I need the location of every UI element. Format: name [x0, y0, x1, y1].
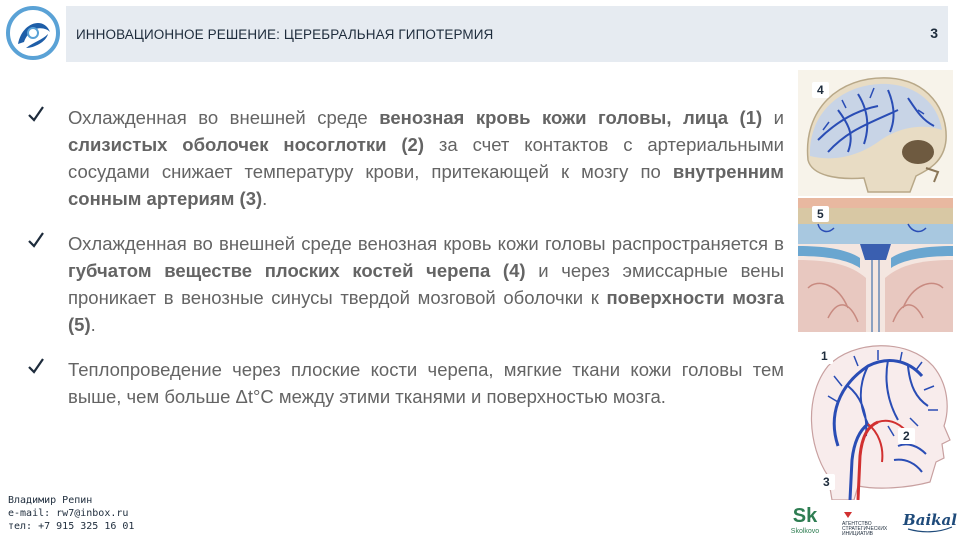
body-text: и через эмиссарные вены проникает в венозные синусы твердой мозговой оболочки к — [68, 260, 784, 308]
checkmark-icon — [28, 232, 44, 248]
skolkovo-mark: Sk — [792, 505, 818, 527]
bullet-item — [28, 230, 784, 338]
body-text: за счет контактов с артериальными сосудами снижает температуру крови, притекающей к мозгу по — [68, 134, 784, 182]
agency-line-1: АГЕНТСТВО — [842, 521, 872, 527]
head-vasculature-illustration — [798, 336, 953, 500]
agency-line-2: СТРАТЕГИЧЕСКИХ — [842, 526, 888, 532]
checkmark-icon — [28, 358, 44, 374]
label-2: 2 — [898, 428, 915, 444]
author-contacts — [8, 494, 134, 533]
emphasis-text: внутренним сонным артериям (3) — [68, 161, 784, 209]
label-4: 4 — [812, 82, 829, 98]
body-text: Охлажденная во внешней среде венозная кровь кожи головы распространяется в — [68, 233, 784, 254]
bullet-text — [68, 356, 784, 410]
body-text: Теплопроведение через плоские кости черепа, мягкие ткани кожи головы тем выше, чем больше Δt°C между этими тканями и поверхностью мозга. — [68, 359, 784, 407]
checkmark-icon — [28, 106, 44, 122]
skull-illustration — [798, 70, 953, 196]
emphasis-text: губчатом веществе плоских костей черепа (4) — [68, 260, 526, 281]
body-text: Охлажденная во внешней среде — [68, 107, 380, 128]
emphasis-text: слизистых оболочек носоглотки (2) — [68, 134, 425, 155]
bullet-item — [28, 356, 784, 410]
body-text: . — [262, 188, 268, 209]
company-logo — [4, 4, 62, 62]
agency-logo — [840, 508, 896, 536]
header-bar — [66, 6, 948, 62]
author-name: Владимир Репин — [8, 495, 93, 506]
label-1: 1 — [816, 348, 833, 364]
skolkovo-name: Skolkovo — [790, 528, 820, 535]
body-text: и — [762, 107, 785, 128]
emphasis-text: поверхности мозга (5) — [68, 287, 784, 335]
label-3: 3 — [818, 474, 835, 490]
page-number: 3 — [930, 25, 938, 41]
body-text: . — [90, 314, 96, 335]
bullet-list — [28, 104, 784, 428]
slide-title: ИННОВАЦИОННОЕ РЕШЕНИЕ: ЦЕРЕБРАЛЬНАЯ ГИПОТЕРМИЯ — [76, 27, 494, 42]
label-5: 5 — [812, 206, 829, 222]
bullet-text — [68, 230, 784, 338]
bullet-text — [68, 104, 784, 212]
bullet-item — [28, 104, 784, 212]
baikal-wordmark: Baikal — [903, 511, 957, 529]
author-email: e-mail: rw7@inbox.ru — [8, 508, 129, 519]
agency-line-3: ИНИЦИАТИВ — [842, 531, 874, 536]
baikal-logo — [902, 505, 958, 535]
cross-section-illustration — [798, 198, 953, 332]
author-phone: тел: +7 915 325 16 01 — [8, 521, 135, 532]
emphasis-text: венозная кровь кожи головы, лица (1) — [379, 107, 763, 128]
skolkovo-logo — [785, 502, 825, 536]
